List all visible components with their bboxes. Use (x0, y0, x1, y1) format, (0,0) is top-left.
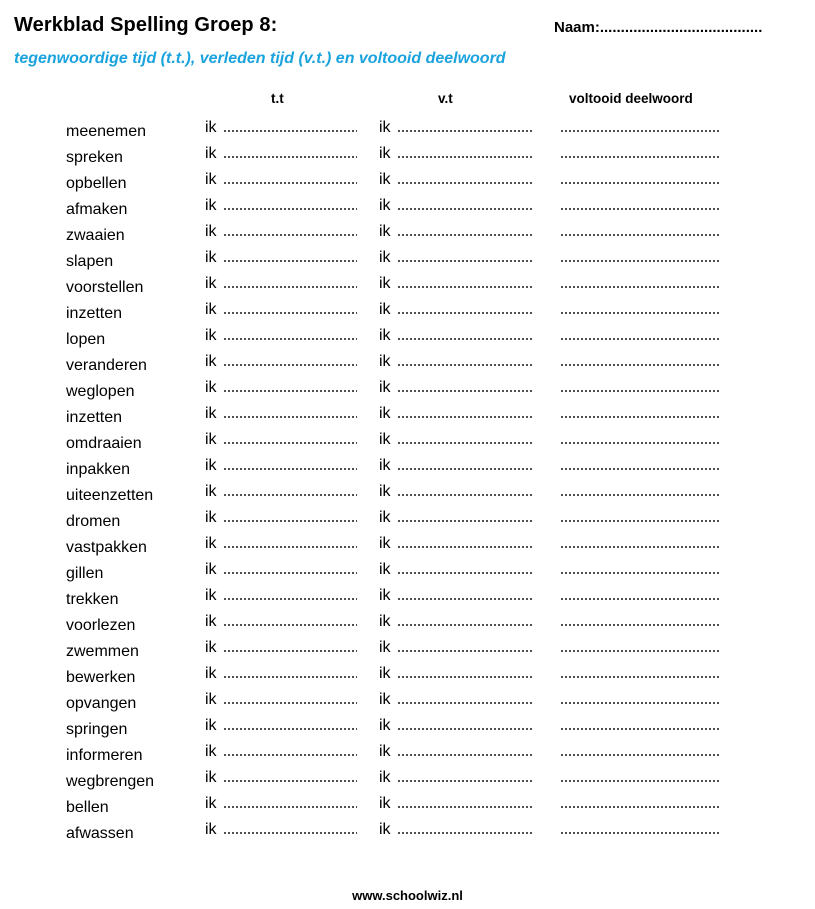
verb-label: zwemmen (66, 643, 139, 660)
voltooid-deelwoord-answer-line[interactable] (560, 713, 720, 733)
vt-answer-line[interactable] (397, 791, 532, 811)
tt-answer-line[interactable] (223, 557, 357, 577)
voltooid-deelwoord-answer-line[interactable] (560, 687, 720, 707)
vt-answer-line[interactable] (397, 167, 532, 187)
verb-label: wegbrengen (66, 773, 155, 790)
vt-answer-line[interactable] (397, 193, 532, 213)
tt-prefix: ik (205, 145, 217, 162)
verb-row (0, 559, 815, 585)
verb-label: zwaaien (66, 227, 125, 244)
tt-answer-line[interactable] (223, 297, 357, 317)
tt-answer-line[interactable] (223, 791, 357, 811)
vt-answer-line[interactable] (397, 531, 532, 551)
verb-label: gillen (66, 565, 104, 582)
voltooid-deelwoord-answer-line[interactable] (560, 427, 720, 447)
tt-answer-line[interactable] (223, 141, 357, 161)
vt-prefix: ik (379, 327, 391, 344)
tt-prefix: ik (205, 613, 217, 630)
vt-answer-line[interactable] (397, 739, 532, 759)
verb-row (0, 429, 815, 455)
voltooid-deelwoord-answer-line[interactable] (560, 245, 720, 265)
vt-prefix: ik (379, 145, 391, 162)
tt-prefix: ik (205, 353, 217, 370)
vt-prefix: ik (379, 275, 391, 292)
verb-label: lopen (66, 331, 106, 348)
tt-prefix: ik (205, 717, 217, 734)
verb-row (0, 819, 815, 845)
verb-list (0, 117, 815, 845)
verb-row (0, 637, 815, 663)
vt-prefix: ik (379, 743, 391, 760)
voltooid-deelwoord-answer-line[interactable] (560, 453, 720, 473)
tt-answer-line[interactable] (223, 661, 357, 681)
voltooid-deelwoord-answer-line[interactable] (560, 349, 720, 369)
verb-row (0, 689, 815, 715)
tt-answer-line[interactable] (223, 115, 357, 135)
tt-answer-line[interactable] (223, 739, 357, 759)
verb-row (0, 325, 815, 351)
vt-prefix: ik (379, 197, 391, 214)
verb-label: inpakken (66, 461, 131, 478)
footer-website: www.schoolwiz.nl (352, 888, 463, 903)
voltooid-deelwoord-answer-line[interactable] (560, 167, 720, 187)
tt-prefix: ik (205, 743, 217, 760)
tt-prefix: ik (205, 821, 217, 838)
tt-prefix: ik (205, 483, 217, 500)
verb-row (0, 299, 815, 325)
verb-label: inzetten (66, 305, 123, 322)
voltooid-deelwoord-answer-line[interactable] (560, 271, 720, 291)
verb-label: uiteenzetten (66, 487, 154, 504)
tt-answer-line[interactable] (223, 271, 357, 291)
voltooid-deelwoord-answer-line[interactable] (560, 401, 720, 421)
vt-prefix: ik (379, 353, 391, 370)
vt-answer-line[interactable] (397, 323, 532, 343)
tt-prefix: ik (205, 587, 217, 604)
tt-answer-line[interactable] (223, 713, 357, 733)
tt-prefix: ik (205, 457, 217, 474)
tt-answer-line[interactable] (223, 505, 357, 525)
tt-prefix: ik (205, 405, 217, 422)
tt-prefix: ik (205, 197, 217, 214)
verb-label: voorstellen (66, 279, 144, 296)
vt-prefix: ik (379, 509, 391, 526)
vt-prefix: ik (379, 613, 391, 630)
verb-label: vastpakken (66, 539, 147, 556)
vt-prefix: ik (379, 301, 391, 318)
voltooid-deelwoord-answer-line[interactable] (560, 219, 720, 239)
tt-prefix: ik (205, 327, 217, 344)
vt-prefix: ik (379, 405, 391, 422)
verb-label: weglopen (66, 383, 135, 400)
voltooid-deelwoord-answer-line[interactable] (560, 791, 720, 811)
column-header-tt: t.t (271, 91, 284, 106)
verb-row (0, 507, 815, 533)
vt-answer-line[interactable] (397, 557, 532, 577)
column-header-vt: v.t (438, 91, 453, 106)
tt-answer-line[interactable] (223, 375, 357, 395)
verb-row (0, 273, 815, 299)
tt-answer-line[interactable] (223, 167, 357, 187)
vt-prefix: ik (379, 223, 391, 240)
verb-label: inzetten (66, 409, 123, 426)
verb-label: bellen (66, 799, 109, 816)
tt-answer-line[interactable] (223, 453, 357, 473)
vt-prefix: ik (379, 379, 391, 396)
verb-row (0, 585, 815, 611)
verb-row (0, 377, 815, 403)
vt-answer-line[interactable] (397, 661, 532, 681)
vt-prefix: ik (379, 769, 391, 786)
tt-prefix: ik (205, 665, 217, 682)
verb-label: omdraaien (66, 435, 142, 452)
vt-prefix: ik (379, 795, 391, 812)
name-field: Naam:....................................... (554, 19, 763, 36)
verb-label: opbellen (66, 175, 127, 192)
vt-answer-line[interactable] (397, 817, 532, 837)
tt-prefix: ik (205, 431, 217, 448)
vt-answer-line[interactable] (397, 141, 532, 161)
tt-answer-line[interactable] (223, 479, 357, 499)
vt-prefix: ik (379, 587, 391, 604)
voltooid-deelwoord-answer-line[interactable] (560, 297, 720, 317)
voltooid-deelwoord-answer-line[interactable] (560, 557, 720, 577)
vt-answer-line[interactable] (397, 583, 532, 603)
tt-answer-line[interactable] (223, 687, 357, 707)
verb-label: voorlezen (66, 617, 136, 634)
verb-row (0, 663, 815, 689)
vt-prefix: ik (379, 717, 391, 734)
voltooid-deelwoord-answer-line[interactable] (560, 115, 720, 135)
voltooid-deelwoord-answer-line[interactable] (560, 375, 720, 395)
tt-answer-line[interactable] (223, 609, 357, 629)
verb-row (0, 533, 815, 559)
tt-answer-line[interactable] (223, 817, 357, 837)
verb-label: slapen (66, 253, 114, 270)
verb-label: veranderen (66, 357, 147, 374)
verb-label: springen (66, 721, 128, 738)
tt-prefix: ik (205, 275, 217, 292)
vt-prefix: ik (379, 171, 391, 188)
verb-row (0, 195, 815, 221)
verb-label: afwassen (66, 825, 134, 842)
vt-answer-line[interactable] (397, 505, 532, 525)
vt-prefix: ik (379, 639, 391, 656)
tt-prefix: ik (205, 119, 217, 136)
vt-answer-line[interactable] (397, 271, 532, 291)
vt-prefix: ik (379, 457, 391, 474)
verb-row (0, 741, 815, 767)
verb-label: spreken (66, 149, 123, 166)
voltooid-deelwoord-answer-line[interactable] (560, 635, 720, 655)
vt-answer-line[interactable] (397, 687, 532, 707)
tt-answer-line[interactable] (223, 401, 357, 421)
tt-answer-line[interactable] (223, 245, 357, 265)
tt-answer-line[interactable] (223, 583, 357, 603)
worksheet-subtitle: tegenwoordige tijd (t.t.), verleden tijd (v.t.) en voltooid deelwoord (14, 50, 506, 67)
tt-answer-line[interactable] (223, 323, 357, 343)
vt-answer-line[interactable] (397, 765, 532, 785)
tt-answer-line[interactable] (223, 349, 357, 369)
voltooid-deelwoord-answer-line[interactable] (560, 531, 720, 551)
tt-prefix: ik (205, 691, 217, 708)
tt-prefix: ik (205, 535, 217, 552)
verb-label: dromen (66, 513, 121, 530)
tt-prefix: ik (205, 795, 217, 812)
voltooid-deelwoord-answer-line[interactable] (560, 817, 720, 837)
column-header-voltooid-deelwoord: voltooid deelwoord (569, 91, 693, 106)
tt-prefix: ik (205, 561, 217, 578)
vt-answer-line[interactable] (397, 713, 532, 733)
vt-prefix: ik (379, 119, 391, 136)
vt-prefix: ik (379, 249, 391, 266)
voltooid-deelwoord-answer-line[interactable] (560, 609, 720, 629)
vt-prefix: ik (379, 665, 391, 682)
verb-row (0, 117, 815, 143)
vt-prefix: ik (379, 483, 391, 500)
vt-prefix: ik (379, 821, 391, 838)
tt-answer-line[interactable] (223, 427, 357, 447)
voltooid-deelwoord-answer-line[interactable] (560, 505, 720, 525)
vt-prefix: ik (379, 535, 391, 552)
vt-answer-line[interactable] (397, 297, 532, 317)
vt-answer-line[interactable] (397, 427, 532, 447)
tt-answer-line[interactable] (223, 531, 357, 551)
vt-prefix: ik (379, 691, 391, 708)
verb-row (0, 143, 815, 169)
verb-row (0, 351, 815, 377)
verb-row (0, 767, 815, 793)
tt-prefix: ik (205, 301, 217, 318)
vt-answer-line[interactable] (397, 115, 532, 135)
voltooid-deelwoord-answer-line[interactable] (560, 323, 720, 343)
voltooid-deelwoord-answer-line[interactable] (560, 141, 720, 161)
verb-label: bewerken (66, 669, 136, 686)
vt-answer-line[interactable] (397, 479, 532, 499)
vt-answer-line[interactable] (397, 609, 532, 629)
tt-answer-line[interactable] (223, 193, 357, 213)
verb-row (0, 221, 815, 247)
verb-row (0, 455, 815, 481)
vt-prefix: ik (379, 561, 391, 578)
vt-answer-line[interactable] (397, 219, 532, 239)
verb-row (0, 793, 815, 819)
vt-answer-line[interactable] (397, 375, 532, 395)
voltooid-deelwoord-answer-line[interactable] (560, 765, 720, 785)
tt-prefix: ik (205, 639, 217, 656)
verb-row (0, 247, 815, 273)
tt-prefix: ik (205, 769, 217, 786)
verb-row (0, 169, 815, 195)
voltooid-deelwoord-answer-line[interactable] (560, 193, 720, 213)
voltooid-deelwoord-answer-line[interactable] (560, 739, 720, 759)
tt-answer-line[interactable] (223, 765, 357, 785)
vt-prefix: ik (379, 431, 391, 448)
vt-answer-line[interactable] (397, 635, 532, 655)
tt-prefix: ik (205, 379, 217, 396)
tt-prefix: ik (205, 509, 217, 526)
voltooid-deelwoord-answer-line[interactable] (560, 583, 720, 603)
tt-answer-line[interactable] (223, 635, 357, 655)
vt-answer-line[interactable] (397, 401, 532, 421)
verb-label: trekken (66, 591, 119, 608)
vt-answer-line[interactable] (397, 453, 532, 473)
tt-prefix: ik (205, 171, 217, 188)
worksheet-title: Werkblad Spelling Groep 8: (14, 14, 278, 36)
verb-row (0, 481, 815, 507)
verb-row (0, 403, 815, 429)
verb-row (0, 611, 815, 637)
voltooid-deelwoord-answer-line[interactable] (560, 479, 720, 499)
tt-prefix: ik (205, 223, 217, 240)
verb-label: informeren (66, 747, 143, 764)
voltooid-deelwoord-answer-line[interactable] (560, 661, 720, 681)
tt-prefix: ik (205, 249, 217, 266)
tt-answer-line[interactable] (223, 219, 357, 239)
vt-answer-line[interactable] (397, 349, 532, 369)
verb-row (0, 715, 815, 741)
vt-answer-line[interactable] (397, 245, 532, 265)
verb-label: opvangen (66, 695, 137, 712)
verb-label: afmaken (66, 201, 128, 218)
verb-label: meenemen (66, 123, 147, 140)
